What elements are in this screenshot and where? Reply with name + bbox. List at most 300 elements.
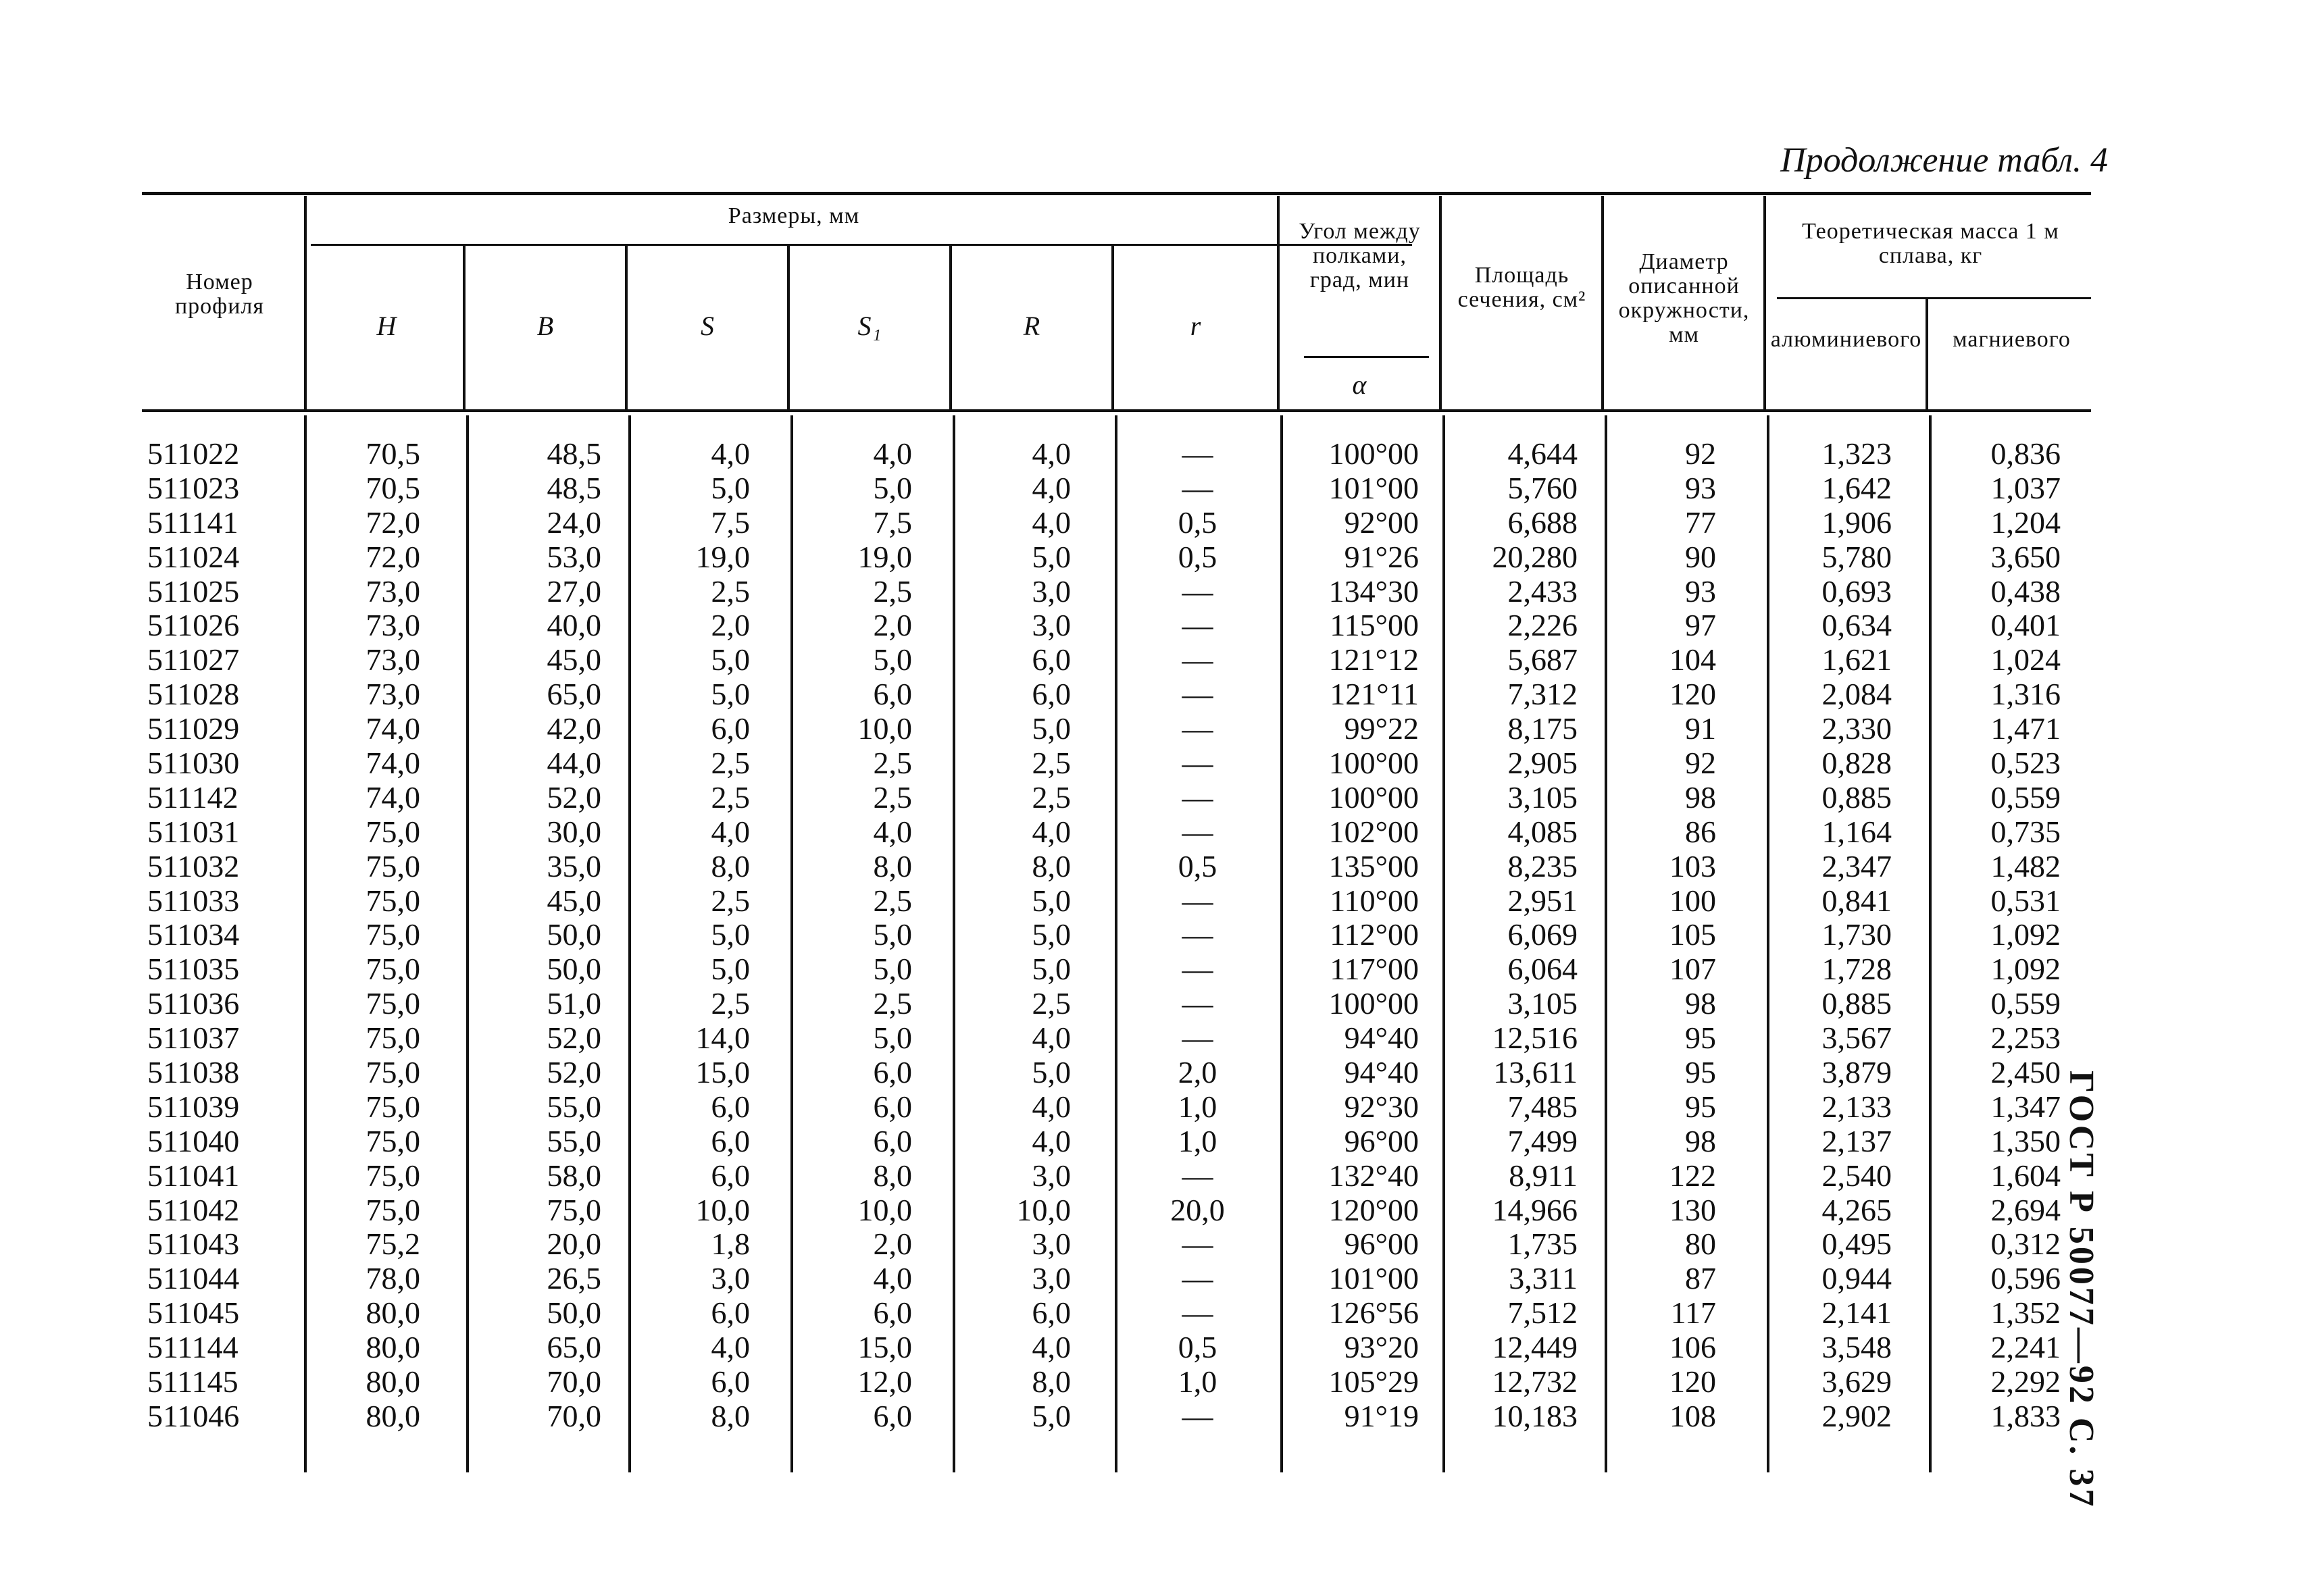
standard-page-label: ГОСТ Р 50077—92 С. 37	[2062, 1071, 2101, 1510]
table-cell: 5,780	[1821, 539, 1892, 574]
col-S	[635, 437, 750, 1434]
header-col-divider	[1277, 196, 1280, 409]
table-cell: 0,531	[1990, 883, 2061, 918]
table-cell: —	[1182, 436, 1213, 471]
col-angle	[1284, 437, 1419, 1434]
table-cell: —	[1182, 1261, 1213, 1296]
table-cell: 24,0	[547, 505, 601, 540]
table-cell: 511028	[147, 677, 240, 712]
table-cell: 1,735	[1507, 1227, 1578, 1262]
table-cell: 1,037	[1990, 470, 2061, 505]
table-cell: 75,0	[366, 1055, 420, 1090]
col-r	[1122, 437, 1274, 1434]
table-cell: 7,485	[1507, 1089, 1578, 1124]
table-cell: 4,085	[1507, 814, 1578, 849]
table-cell: 1,092	[1990, 917, 2061, 952]
table-cell: 0,693	[1821, 573, 1892, 609]
table-cell: —	[1182, 1158, 1213, 1193]
table-cell: 70,0	[547, 1398, 601, 1433]
table-cell: 5,0	[711, 952, 750, 987]
table-cell: 106	[1669, 1330, 1716, 1365]
table-cell: 0,438	[1990, 573, 2061, 609]
table-cell: 108	[1669, 1398, 1716, 1433]
table-cell: 511032	[147, 848, 240, 883]
table-cell: 19,0	[857, 539, 912, 574]
table-cell: 74,0	[366, 779, 420, 815]
angle-symbol: α	[1352, 369, 1367, 400]
table-cell: 5,0	[1032, 1055, 1071, 1090]
table-cell: 10,0	[1016, 1192, 1071, 1227]
table-cell: 2,450	[1990, 1055, 2061, 1090]
table-cell: 3,105	[1507, 779, 1578, 815]
table-cell: 50,0	[547, 952, 601, 987]
table-cell: 6,688	[1507, 505, 1578, 540]
table-cell: 104	[1669, 642, 1716, 677]
table-cell: 100°00	[1328, 779, 1419, 815]
table-cell: 0,523	[1990, 746, 2061, 781]
table-cell: 1,204	[1990, 505, 2061, 540]
table-cell: 12,0	[857, 1364, 912, 1399]
table-cell: 5,0	[1032, 883, 1071, 918]
table-cell: 93	[1685, 470, 1716, 505]
table-cell: 2,905	[1507, 746, 1578, 781]
table-cell: 4,0	[1032, 1330, 1071, 1365]
table-cell: 2,226	[1507, 608, 1578, 643]
table-cell: 53,0	[547, 539, 601, 574]
magnesium-header: магниевого	[1953, 327, 2071, 352]
table-cell: 27,0	[547, 573, 601, 609]
table-cell: —	[1182, 1295, 1213, 1331]
col-header-S1: S₁	[857, 311, 882, 341]
table-cell: 511027	[147, 642, 240, 677]
table-cell: 3,0	[1032, 573, 1071, 609]
table-cell: 98	[1685, 779, 1716, 815]
table-cell: 75,2	[366, 1227, 420, 1262]
table-cell: 2,5	[711, 986, 750, 1021]
table-cell: 2,141	[1821, 1295, 1892, 1331]
table-cell: 96°00	[1344, 1227, 1419, 1262]
table-cell: 97	[1685, 608, 1716, 643]
table-cell: 5,0	[1032, 952, 1071, 987]
table-cell: 75,0	[366, 1089, 420, 1124]
table-cell: 92	[1685, 746, 1716, 781]
table-cell: 55,0	[547, 1089, 601, 1124]
dimensions-group-header: Размеры, мм	[728, 203, 860, 228]
table-cell: 15,0	[857, 1330, 912, 1365]
table-cell: 10,0	[857, 711, 912, 746]
table-cell: 96°00	[1344, 1123, 1419, 1158]
table-cell: 30,0	[547, 814, 601, 849]
table-cell: 5,0	[711, 642, 750, 677]
table-cell: 3,0	[1032, 1261, 1071, 1296]
body-col-divider	[1929, 415, 1932, 1472]
table-cell: 0,401	[1990, 608, 2061, 643]
table-cell: 74,0	[366, 746, 420, 781]
table-cell: 7,312	[1507, 677, 1578, 712]
table-cell: 2,5	[1032, 746, 1071, 781]
table-cell: 511030	[147, 746, 240, 781]
table-cell: 102°00	[1328, 814, 1419, 849]
table-cell: 120	[1669, 1364, 1716, 1399]
col-header-r: r	[1190, 311, 1202, 341]
table-cell: 75,0	[366, 986, 420, 1021]
table-cell: 0,5	[1178, 505, 1217, 540]
table-cell: 20,0	[1170, 1192, 1225, 1227]
col-diameter	[1608, 437, 1716, 1434]
header-col-divider	[1601, 196, 1604, 409]
table-cell: 511029	[147, 711, 240, 746]
area-header: Площадь сечения, см²	[1457, 263, 1586, 312]
col-H	[311, 437, 420, 1434]
table-cell: 121°11	[1330, 677, 1419, 712]
table-cell: —	[1182, 711, 1213, 746]
table-cell: 0,312	[1990, 1227, 2061, 1262]
table-cell: 42,0	[547, 711, 601, 746]
table-cell: 80,0	[366, 1398, 420, 1433]
table-cell: 511043	[147, 1227, 240, 1262]
table-cell: 511034	[147, 917, 240, 952]
table-cell: 91°26	[1344, 539, 1419, 574]
table-cell: 2,084	[1821, 677, 1892, 712]
col-S1	[797, 437, 912, 1434]
body-col-divider	[304, 415, 307, 1472]
table-cell: 4,0	[1032, 1021, 1071, 1056]
table-cell: 4,0	[873, 1261, 912, 1296]
table-cell: 98	[1685, 1123, 1716, 1158]
table-cell: 8,0	[1032, 848, 1071, 883]
table-cell: 6,0	[1032, 677, 1071, 712]
table-cell: 73,0	[366, 677, 420, 712]
table-cell: 2,137	[1821, 1123, 1892, 1158]
table-cell: 0,634	[1821, 608, 1892, 643]
table-cell: 92°30	[1344, 1089, 1419, 1124]
table-cell: 121°12	[1328, 642, 1419, 677]
header-col-divider	[463, 246, 466, 409]
table-cell: 65,0	[547, 1330, 601, 1365]
table-cell: 117°00	[1330, 952, 1419, 987]
table-cell: 92°00	[1344, 505, 1419, 540]
table-cell: 50,0	[547, 917, 601, 952]
table-cell: 511040	[147, 1123, 240, 1158]
table-cell: 7,499	[1507, 1123, 1578, 1158]
table-cell: 511025	[147, 573, 240, 609]
table-cell: 78,0	[366, 1261, 420, 1296]
table-cell: 1,316	[1990, 677, 2061, 712]
table-cell: 87	[1685, 1261, 1716, 1296]
table-cell: 0,5	[1178, 539, 1217, 574]
dimensions-header-rule	[311, 244, 1412, 246]
body-col-divider	[1605, 415, 1607, 1472]
table-cell: 75,0	[366, 883, 420, 918]
body-col-divider	[466, 415, 469, 1472]
table-cell: 511022	[147, 436, 240, 471]
table-cell: 1,0	[1178, 1089, 1217, 1124]
table-cell: 4,0	[711, 814, 750, 849]
table-cell: 3,0	[711, 1261, 750, 1296]
table-cell: 80,0	[366, 1364, 420, 1399]
table-cell: 1,482	[1990, 848, 2061, 883]
table-cell: 126°56	[1328, 1295, 1419, 1331]
table-cell: 3,567	[1821, 1021, 1892, 1056]
table-cell: 74,0	[366, 711, 420, 746]
table-cell: 75,0	[366, 814, 420, 849]
table-cell: 511045	[147, 1295, 240, 1331]
table-cell: 1,092	[1990, 952, 2061, 987]
table-cell: —	[1182, 608, 1213, 643]
table-cell: 92	[1685, 436, 1716, 471]
table-cell: 2,253	[1990, 1021, 2061, 1056]
table-cell: 511037	[147, 1021, 240, 1056]
col-header-R: R	[1023, 311, 1041, 341]
table-cell: 95	[1685, 1055, 1716, 1090]
table-cell: 0,828	[1821, 746, 1892, 781]
header-col-divider	[1439, 196, 1442, 409]
body-col-divider	[628, 415, 631, 1472]
table-cell: 2,694	[1990, 1192, 2061, 1227]
table-cell: 4,0	[1032, 436, 1071, 471]
table-cell: 93	[1685, 573, 1716, 609]
table-cell: 511023	[147, 470, 240, 505]
table-cell: 20,0	[547, 1227, 601, 1262]
table-cell: —	[1182, 779, 1213, 815]
table-cell: 73,0	[366, 642, 420, 677]
table-cell: 2,5	[1032, 779, 1071, 815]
col-header-B: B	[536, 311, 555, 341]
table-cell: 6,0	[711, 1089, 750, 1124]
table-cell: 1,906	[1821, 505, 1892, 540]
table-cell: 2,540	[1821, 1158, 1892, 1193]
table-cell: 51,0	[547, 986, 601, 1021]
table-cell: 91	[1685, 711, 1716, 746]
table-cell: 1,642	[1821, 470, 1892, 505]
table-cell: 98	[1685, 986, 1716, 1021]
aluminium-header: алюминиевого	[1770, 327, 1922, 352]
table-cell: —	[1182, 917, 1213, 952]
table-cell: 511141	[147, 505, 238, 540]
table-cell: 0,596	[1990, 1261, 2061, 1296]
body-col-divider	[953, 415, 955, 1472]
table-cell: 5,760	[1507, 470, 1578, 505]
table-cell: —	[1182, 814, 1213, 849]
table-cell: 2,0	[1178, 1055, 1217, 1090]
table-cell: 0,559	[1990, 779, 2061, 815]
header-col-divider	[949, 246, 952, 409]
table-cell: 19,0	[695, 539, 750, 574]
table-cell: 0,841	[1821, 883, 1892, 918]
diameter-header: Диаметр описанной окружности, мм	[1618, 249, 1750, 347]
table-cell: 511039	[147, 1089, 240, 1124]
table-cell: 2,951	[1507, 883, 1578, 918]
table-cell: 130	[1669, 1192, 1716, 1227]
table-cell: 90	[1685, 539, 1716, 574]
table-cell: 5,0	[1032, 1398, 1071, 1433]
table-cell: 6,0	[873, 1295, 912, 1331]
table-cell: 2,5	[711, 746, 750, 781]
table-cell: 0,836	[1990, 436, 2061, 471]
table-cell: 2,0	[873, 608, 912, 643]
table-cell: 12,732	[1492, 1364, 1578, 1399]
table-cell: 75,0	[366, 1021, 420, 1056]
table-cell: 4,0	[1032, 505, 1071, 540]
table-cell: 5,0	[1032, 917, 1071, 952]
table-cell: 91°19	[1344, 1398, 1419, 1433]
table-cell: —	[1182, 952, 1213, 987]
table-cell: 20,280	[1492, 539, 1578, 574]
table-cell: 2,292	[1990, 1364, 2061, 1399]
table-cell: 4,0	[1032, 470, 1071, 505]
table-cell: 6,0	[711, 1364, 750, 1399]
table-cell: 93°20	[1344, 1330, 1419, 1365]
header-bottom-rule	[142, 409, 2091, 412]
table-cell: 6,0	[711, 1123, 750, 1158]
table-cell: 1,323	[1821, 436, 1892, 471]
table-cell: 94°40	[1344, 1021, 1419, 1056]
table-cell: 5,0	[1032, 539, 1071, 574]
table-cell: 0,495	[1821, 1227, 1892, 1262]
table-cell: 4,0	[711, 436, 750, 471]
angle-header: Угол между полками, град, мин	[1299, 219, 1421, 292]
mass-header-rule	[1777, 297, 2091, 299]
table-cell: 1,471	[1990, 711, 2061, 746]
table-cell: 1,730	[1821, 917, 1892, 952]
table-cell: 4,0	[711, 1330, 750, 1365]
table-cell: 3,105	[1507, 986, 1578, 1021]
table-cell: 1,833	[1990, 1398, 2061, 1433]
table-cell: —	[1182, 1021, 1213, 1056]
table-cell: 2,5	[873, 883, 912, 918]
table-cell: 52,0	[547, 1055, 601, 1090]
table-cell: 511024	[147, 539, 240, 574]
table-cell: 1,621	[1821, 642, 1892, 677]
table-cell: 7,512	[1507, 1295, 1578, 1331]
table-cell: 75,0	[366, 952, 420, 987]
table-cell: 80	[1685, 1227, 1716, 1262]
table-cell: 1,350	[1990, 1123, 2061, 1158]
table-cell: 10,183	[1492, 1398, 1578, 1433]
table-cell: —	[1182, 573, 1213, 609]
table-cell: 0,885	[1821, 779, 1892, 815]
header-col-divider	[1926, 299, 1928, 409]
body-col-divider	[1767, 415, 1769, 1472]
header-col-divider	[625, 246, 628, 409]
table-cell: —	[1182, 746, 1213, 781]
table-cell: 80,0	[366, 1295, 420, 1331]
body-col-divider	[1442, 415, 1445, 1472]
table-cell: 75,0	[366, 1123, 420, 1158]
col-R	[959, 437, 1071, 1434]
table-cell: 3,0	[1032, 608, 1071, 643]
col-magnesium	[1932, 437, 2061, 1434]
table-cell: 75,0	[366, 917, 420, 952]
profile-number-header: Номер профиля	[174, 269, 265, 319]
table-cell: 44,0	[547, 746, 601, 781]
table-cell: 0,5	[1178, 1330, 1217, 1365]
table-cell: 511033	[147, 883, 240, 918]
table-cell: 6,0	[873, 1055, 912, 1090]
table-cell: 77	[1685, 505, 1716, 540]
table-cell: 511031	[147, 814, 240, 849]
table-cell: 70,5	[366, 436, 420, 471]
table-cell: 101°00	[1328, 470, 1419, 505]
table-cell: 8,0	[711, 1398, 750, 1433]
table-cell: 70,0	[547, 1364, 601, 1399]
table-cell: 511026	[147, 608, 240, 643]
table-cell: 100	[1669, 883, 1716, 918]
table-cell: 105	[1669, 917, 1716, 952]
col-profile-number	[147, 437, 299, 1434]
mass-group-header: Теоретическая масса 1 м сплава, кг	[1802, 219, 2059, 268]
table-cell: 120	[1669, 677, 1716, 712]
table-cell: 75,0	[366, 1158, 420, 1193]
table-cell: 5,0	[711, 470, 750, 505]
table-cell: 132°40	[1328, 1158, 1419, 1193]
table-cell: 10,0	[857, 1192, 912, 1227]
col-area	[1446, 437, 1578, 1434]
table-cell: 0,944	[1821, 1261, 1892, 1296]
table-cell: 6,0	[873, 1398, 912, 1433]
table-cell: 8,235	[1507, 848, 1578, 883]
table-cell: 2,0	[711, 608, 750, 643]
table-cell: 3,0	[1032, 1227, 1071, 1262]
table-cell: 2,5	[873, 573, 912, 609]
table-cell: 3,879	[1821, 1055, 1892, 1090]
table-cell: 4,0	[1032, 1123, 1071, 1158]
table-cell: 72,0	[366, 505, 420, 540]
table-cell: 7,5	[873, 505, 912, 540]
table-cell: 5,0	[873, 1021, 912, 1056]
table-cell: 95	[1685, 1021, 1716, 1056]
body-col-divider	[1115, 415, 1117, 1472]
header-col-divider	[304, 196, 307, 409]
table-cell: 1,024	[1990, 642, 2061, 677]
table-cell: 117	[1670, 1295, 1716, 1331]
table-cell: 2,5	[711, 779, 750, 815]
col-B	[473, 437, 601, 1434]
header-col-divider	[1111, 246, 1114, 409]
table-cell: 511142	[147, 779, 238, 815]
table-cell: 1,0	[1178, 1123, 1217, 1158]
table-cell: 100°00	[1328, 436, 1419, 471]
table-cell: 110°00	[1330, 883, 1419, 918]
table-cell: 15,0	[695, 1055, 750, 1090]
table-cell: 2,5	[873, 779, 912, 815]
table-cell: 4,0	[1032, 1089, 1071, 1124]
table-cell: 12,449	[1492, 1330, 1578, 1365]
table-cell: 511042	[147, 1192, 240, 1227]
table-cell: 1,604	[1990, 1158, 2061, 1193]
table-cell: 55,0	[547, 1123, 601, 1158]
table-cell: 3,548	[1821, 1330, 1892, 1365]
table-cell: 4,265	[1821, 1192, 1892, 1227]
header-col-divider	[787, 246, 790, 409]
table-cell: 3,629	[1821, 1364, 1892, 1399]
table-cell: 6,0	[711, 711, 750, 746]
table-cell: 40,0	[547, 608, 601, 643]
table-cell: 6,069	[1507, 917, 1578, 952]
table-cell: 511036	[147, 986, 240, 1021]
table-cell: 2,241	[1990, 1330, 2061, 1365]
table-cell: 5,0	[711, 917, 750, 952]
table-cell: 2,330	[1821, 711, 1892, 746]
table-cell: 5,0	[711, 677, 750, 712]
table-cell: 120°00	[1328, 1192, 1419, 1227]
table-cell: 511041	[147, 1158, 240, 1193]
table-cell: 72,0	[366, 539, 420, 574]
table-cell: 100°00	[1328, 986, 1419, 1021]
table-cell: 10,0	[695, 1192, 750, 1227]
table-cell: 2,902	[1821, 1398, 1892, 1433]
table-cell: 4,0	[1032, 814, 1071, 849]
